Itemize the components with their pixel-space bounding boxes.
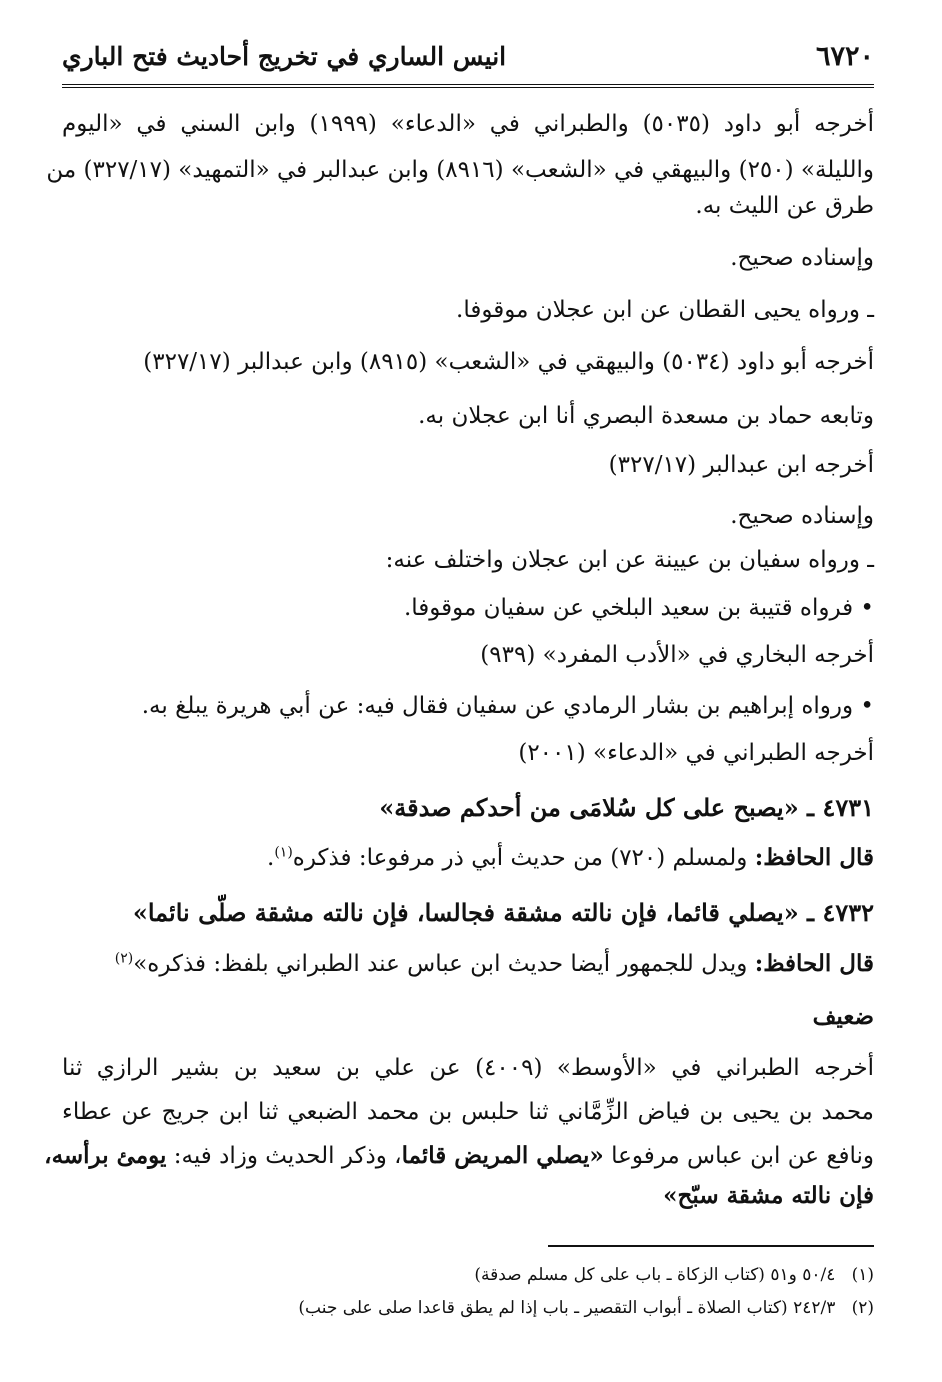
paragraph-line: أخرجه أبو داود (٥٠٣٤) والبيهقي في «الشعب» (٨٩١٥) وابن عبدالبر (٣٢٧/١٧) <box>143 349 874 375</box>
commentary-line <box>62 951 874 977</box>
paragraph-line: أخرجه الطبراني في «الأوسط» (٤٠٠٩) عن علي بن سعيد بن بشير الرازي ثنا <box>62 1055 874 1081</box>
paragraph-line: أخرجه البخاري في «الأدب المفرد» (٩٣٩) <box>480 642 874 668</box>
commentary-text: ويدل للجمهور أيضا حديث ابن عباس عند الطبراني بلفظ: فذكره» <box>133 951 755 977</box>
hadith-heading-4731: ٤٧٣١ ـ «يصبح على كل سُلامَى من أحدكم صدقة» <box>379 793 874 822</box>
running-header <box>62 32 874 80</box>
footnote-rule <box>548 1245 874 1247</box>
footnote-text: ٢٤٢/٣ (كتاب الصلاة ـ أبواب التقصير ـ باب إذا لم يطق قاعدا صلى على جنب) <box>298 1298 836 1318</box>
paragraph-line: أخرجه ابن عبدالبر (٣٢٧/١٧) <box>608 452 874 478</box>
quote-bold: يومئ برأسه، <box>44 1142 167 1169</box>
paragraph-line: محمد بن يحيى بن فياض الزِّمَّاني ثنا حلبس بن محمد الضبعي ثنا ابن جريج عن عطاء <box>62 1099 874 1125</box>
paragraph-line: ـ ورواه سفيان بن عيينة عن ابن عجلان واختلف عنه: <box>385 547 874 573</box>
paragraph-line: • فرواه قتيبة بن سعيد البلخي عن سفيان موقوفا. <box>403 595 874 621</box>
paragraph-line: فإن نالته مشقة سبّح» <box>663 1182 874 1209</box>
hafiz-label: قال الحافظ: <box>754 950 874 977</box>
paragraph-line: أخرجه أبو داود (٥٠٣٥) والطبراني في «الدعاء» (١٩٩٩) وابن السني في «اليوم <box>62 111 874 137</box>
paragraph-line: ـ ورواه يحيى القطان عن ابن عجلان موقوفا. <box>456 297 874 323</box>
footnote-2 <box>62 1298 874 1318</box>
book-title: انيس الساري في تخريج أحاديث فتح الباري <box>62 41 507 71</box>
footnote-number: (٢) <box>851 1298 874 1318</box>
footnote-1 <box>62 1265 874 1285</box>
paragraph-line: وإسناده صحيح. <box>730 245 874 271</box>
hafiz-label: قال الحافظ: <box>754 844 874 871</box>
paragraph-line: أخرجه الطبراني في «الدعاء» (٢٠٠١) <box>518 740 874 766</box>
footnote-text: ٥٠/٤ و٥١ (كتاب الزكاة ـ باب على كل مسلم صدقة) <box>474 1265 836 1285</box>
commentary-text: ولمسلم (٧٢٠) من حديث أبي ذر مرفوعا: فذكره <box>292 845 755 871</box>
footnote-ref: (٢) <box>114 950 134 967</box>
quote-bold: «يصلي المريض قائما <box>401 1142 604 1169</box>
text-run: ، وذكر الحديث وزاد فيه: <box>166 1143 402 1169</box>
commentary-end: . <box>267 845 275 871</box>
hadith-heading-4732: ٤٧٣٢ ـ «يصلي قائما، فإن نالته مشقة فجالسا، فإن نالته مشقة صلّى نائما» <box>132 898 874 927</box>
header-rule <box>62 84 874 88</box>
paragraph-line: طرق عن الليث به. <box>695 193 874 219</box>
commentary-line <box>62 845 874 871</box>
paragraph-line <box>44 1142 874 1169</box>
footnote-number: (١) <box>851 1265 874 1285</box>
paragraph-line: وإسناده صحيح. <box>730 503 874 529</box>
grade-label: ضعيف <box>812 1003 874 1030</box>
page-number: ٦٧٢٠ <box>815 40 874 72</box>
paragraph-line: والليلة» (٢٥٠) والبيهقي في «الشعب» (٨٩١٦) وابن عبدالبر في «التمهيد» (٣٢٧/١٧) من <box>46 157 874 183</box>
paragraph-line: وتابعه حماد بن مسعدة البصري أنا ابن عجلان به. <box>418 403 874 429</box>
footnote-ref: (١) <box>274 844 293 861</box>
text-run: ونافع عن ابن عباس مرفوعا <box>603 1143 874 1169</box>
paragraph-line: • ورواه إبراهيم بن بشار الرمادي عن سفيان فقال فيه: عن أبي هريرة يبلغ به. <box>141 693 874 719</box>
